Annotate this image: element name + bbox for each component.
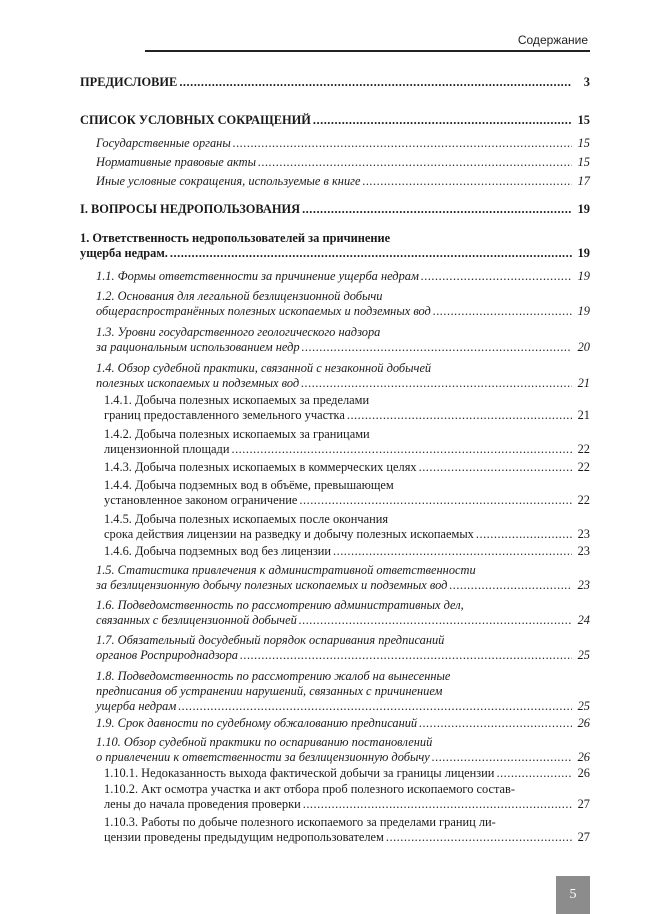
toc-page-number: 19 [577,246,590,260]
dot-leader [231,442,572,457]
toc-entry-title-line: за безлицензионную добычу полезных ископаемых и подземных вод [96,578,448,592]
toc-page-number: 25 [577,648,590,662]
toc-entry-title-line: установленное законом ограничение [104,493,298,507]
toc-entry[interactable] [80,393,590,423]
dot-leader [178,699,572,714]
toc-entry[interactable] [80,512,590,542]
dot-leader [419,716,572,731]
toc-entry[interactable] [80,460,590,475]
dot-leader [179,75,572,90]
dot-leader [302,340,572,355]
running-header-title: Содержание [517,33,588,47]
toc-entry[interactable] [80,815,590,845]
toc-page-number: 26 [577,750,590,764]
toc-entry[interactable] [80,766,590,781]
page-number: 5 [556,876,590,914]
toc-entry-title-line: Государственные органы [96,136,231,150]
toc-entry-title-line: срока действия лицензии на разведку и добычу полезных ископаемых [104,527,474,541]
toc-page-number: 27 [577,830,590,844]
toc-entry[interactable] [80,361,590,391]
toc-entry-title-line: 1. Ответственность недропользователей за причинение [80,231,391,245]
toc-entry[interactable] [80,202,590,217]
dot-leader [386,830,572,845]
toc-page-number: 19 [577,269,590,283]
toc-entry-title-line: органов Росприроднадзора [96,648,239,662]
toc-entry-title-line: о привлечении к ответственности за безлицензионную добычу [96,750,430,764]
toc-entry-title-line: ПРЕДИСЛОВИЕ [80,75,178,89]
toc-page-number: 21 [577,408,590,422]
toc-entry-title-line: за рациональным использованием недр [96,340,300,354]
toc-entry-title-line: 1.8. Подведомственность по рассмотрению жалоб на вынесенные [96,669,451,683]
toc-entry-title-line: 1.4.3. Добыча полезных ископаемых в коммерческих целях [104,460,417,474]
toc-entry-title-line: связанных с безлицензионной добычей [96,613,297,627]
toc-entry-title-line: 1.1. Формы ответственности за причинение ущерба недрам [96,269,419,283]
toc-page-number: 19 [577,202,590,216]
header-divider [145,50,590,52]
toc-entry-title-line: лицензионной площади [104,442,230,456]
toc-page-number: 22 [577,442,590,456]
toc-entry[interactable] [80,427,590,457]
toc-entry-title-line: I. ВОПРОСЫ НЕДРОПОЛЬЗОВАНИЯ [80,202,301,216]
toc-page-number: 23 [577,578,590,592]
toc-entry-title-line: 1.10.2. Акт осмотра участка и акт отбора проб полезного ископаемого состав- [104,782,516,796]
toc-entry[interactable] [80,113,590,128]
dot-leader [240,648,572,663]
dot-leader [333,544,572,559]
toc-entry[interactable] [80,633,590,663]
toc-entry[interactable] [80,174,590,189]
toc-entry[interactable] [80,231,590,261]
dot-leader [433,304,572,319]
toc-entry[interactable] [80,269,590,284]
toc-entry[interactable] [80,136,590,151]
toc-page-number: 22 [577,493,590,507]
toc-entry-title-line: 1.9. Срок давности по судебному обжалованию предписаний [96,716,418,730]
dot-leader [299,493,572,508]
toc-page-number: 15 [577,136,590,150]
toc-entry-title-line: 1.6. Подведомственность по рассмотрению административных дел, [96,598,464,612]
toc-entry-title-line: 1.10. Обзор судебной практики по оспариванию постановлений [96,735,433,749]
toc-entry-title-line: ущерба недрам [96,699,177,713]
toc-entry-title-line: 1.4.4. Добыча подземных вод в объёме, превышающем [104,478,394,492]
toc-entry-title-line: лены до начала проведения проверки [104,797,301,811]
dot-leader [476,527,572,542]
toc-entry-title-line: 1.10.1. Недоказанность выхода фактической добычи за границы лицензии [104,766,495,780]
toc-entry-title-line: 1.2. Основания для легальной безлицензионной добычи [96,289,383,303]
table-of-contents [80,58,590,845]
toc-entry-title-line: 1.4.1. Добыча полезных ископаемых за пределами [104,393,370,407]
toc-page-number: 23 [577,527,590,541]
toc-page-number: 27 [577,797,590,811]
toc-page-number: 26 [577,766,590,780]
toc-entry[interactable] [80,155,590,170]
toc-page-number: 17 [577,174,590,188]
toc-entry-title-line: 1.4. Обзор судебной практики, связанной с незаконной добычей [96,361,432,375]
dot-leader [299,613,572,628]
toc-page-number: 15 [577,113,590,127]
toc-entry[interactable] [80,598,590,628]
dot-leader [303,797,572,812]
toc-entry[interactable] [80,669,590,714]
dot-leader [170,246,572,261]
toc-entry-title-line: 1.4.2. Добыча полезных ископаемых за границами [104,427,370,441]
toc-entry-title-line: 1.4.5. Добыча полезных ископаемых после окончания [104,512,389,526]
toc-entry-title-line: ущерба недрам. [80,246,168,260]
dot-leader [301,376,572,391]
toc-entry[interactable] [80,478,590,508]
dot-leader [233,136,572,151]
toc-page-number: 22 [577,460,590,474]
toc-entry-title-line: 1.10.3. Работы по добыче полезного ископаемого за пределами границ ли- [104,815,496,829]
toc-entry[interactable] [80,544,590,559]
toc-entry[interactable] [80,782,590,812]
toc-entry-title-line: полезных ископаемых и подземных вод [96,376,300,390]
toc-page-number: 19 [577,304,590,318]
toc-page-number: 24 [577,613,590,627]
toc-entry[interactable] [80,325,590,355]
toc-page-number: 23 [577,544,590,558]
toc-entry-title-line: предписания об устранении нарушений, связанных с причинением [96,684,443,698]
toc-entry[interactable] [80,563,590,593]
toc-page-number: 25 [577,699,590,713]
toc-entry-title-line: 1.7. Обязательный досудебный порядок оспаривания предписаний [96,633,445,647]
toc-page-number: 21 [577,376,590,390]
toc-entry[interactable] [80,716,590,731]
toc-entry-title-line: СПИСОК УСЛОВНЫХ СОКРАЩЕНИЙ [80,113,311,127]
toc-entry-title-line: 1.5. Статистика привлечения к административной ответственности [96,563,476,577]
toc-entry-title-line: 1.4.6. Добыча подземных вод без лицензии [104,544,332,558]
toc-entry[interactable] [80,289,590,319]
toc-entry-title-line: общераспространённых полезных ископаемых и подземных вод [96,304,431,318]
dot-leader [419,460,572,475]
dot-leader [449,578,572,593]
dot-leader [347,408,572,423]
toc-page-number: 26 [577,716,590,730]
toc-entry-title-line: 1.3. Уровни государственного геологического надзора [96,325,381,339]
toc-entry-title-line: цензии проведены предыдущим недропользователем [104,830,384,844]
toc-page-number: 20 [577,340,590,354]
dot-leader [496,766,572,781]
toc-entry-title-line: Нормативные правовые акты [96,155,257,169]
toc-entry-title-line: границ предоставленного земельного участка [104,408,345,422]
dot-leader [313,113,572,128]
dot-leader [302,202,572,217]
toc-entry-title-line: Иные условные сокращения, используемые в книге [96,174,361,188]
dot-leader [258,155,572,170]
toc-page-number: 3 [583,75,590,89]
toc-entry[interactable] [80,735,590,765]
toc-page-number: 15 [577,155,590,169]
toc-entry[interactable] [80,75,590,90]
dot-leader [432,750,572,765]
dot-leader [362,174,572,189]
dot-leader [421,269,572,284]
